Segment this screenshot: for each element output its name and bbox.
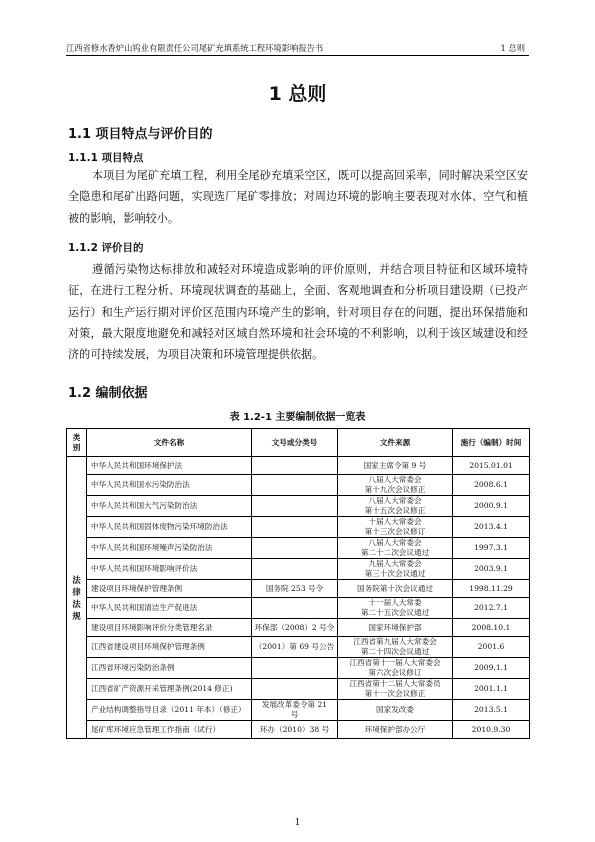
document-number-cell bbox=[252, 598, 338, 619]
document-name-cell: 中华人民共和国水污染防治法 bbox=[87, 475, 252, 496]
table-row bbox=[67, 721, 530, 739]
table-row bbox=[67, 637, 530, 658]
effective-date-cell: 2001.1.1 bbox=[453, 679, 530, 700]
effective-date-cell: 2009.1.1 bbox=[453, 658, 530, 679]
table-row bbox=[67, 598, 530, 619]
document-source-cell: 江西省第十一届人大常委会 第六次会议修订 bbox=[338, 658, 453, 679]
table-row bbox=[67, 559, 530, 580]
document-number-cell: 发展改革委令第 21 号 bbox=[252, 700, 338, 721]
table-row bbox=[67, 658, 530, 679]
effective-date-cell: 2000.9.1 bbox=[453, 496, 530, 517]
effective-date-cell: 2010.9.30 bbox=[453, 721, 530, 739]
document-source-cell: 十一届人大常委 第二十五次会议通过 bbox=[338, 598, 453, 619]
table-row bbox=[67, 700, 530, 721]
section-heading-1-2: 1.2 编制依据 bbox=[68, 386, 148, 401]
header-document-source: 文件来源 bbox=[338, 429, 453, 457]
document-source-cell: 九届人大常委会 第三十次会议通过 bbox=[338, 559, 453, 580]
paragraph-project-features: 本项目为尾矿充填工程，利用全尾砂充填采空区，既可以提高回采率，同时解决采空区安全隐患和尾矿出路问题，实现选厂尾矿零排放；对周边环境的影响主要表现对水体、空气和植被的影响，影响较小。 bbox=[68, 169, 528, 225]
document-source-cell: 八届人大常委会 第十五次会议修正 bbox=[338, 496, 453, 517]
document-source-cell: 八届人大常委会 第十九次会议修正 bbox=[338, 475, 453, 496]
basis-documents-table bbox=[66, 428, 530, 739]
document-name-cell: 建设项目环境影响评价分类管理名录 bbox=[87, 619, 252, 637]
table-row bbox=[67, 496, 530, 517]
document-name-cell: 中华人民共和国固体废物污染环境防治法 bbox=[87, 517, 252, 538]
document-name-cell: 中华人民共和国环境保护法 bbox=[87, 457, 252, 475]
document-number-cell bbox=[252, 538, 338, 559]
effective-date-cell: 2015.01.01 bbox=[453, 457, 530, 475]
document-source-cell: 环境保护部办公厅 bbox=[338, 721, 453, 739]
table-row bbox=[67, 457, 530, 475]
table-row bbox=[67, 475, 530, 496]
table-header-row bbox=[67, 429, 530, 457]
document-source-cell: 江西省第十二届人大常委员 第十一次会议修正 bbox=[338, 679, 453, 700]
table-row bbox=[67, 580, 530, 598]
section-heading-1-1-1: 1.1.1 项目特点 bbox=[68, 152, 144, 164]
header-document-number: 文号或分类号 bbox=[252, 429, 338, 457]
effective-date-cell: 1998.11.29 bbox=[453, 580, 530, 598]
document-name-cell: 中华人民共和国清洁生产促进法 bbox=[87, 598, 252, 619]
table-caption: 表 1.2-1 主要编制依据一览表 bbox=[229, 412, 366, 423]
document-name-cell: 中华人民共和国大气污染防治法 bbox=[87, 496, 252, 517]
header-report-title: 江西省修水香炉山钨业有限责任公司尾矿充填系统工程环境影响报告书 bbox=[66, 43, 324, 53]
effective-date-cell: 2008.10.1 bbox=[453, 619, 530, 637]
section-heading-1-1-2: 1.1.2 评价目的 bbox=[68, 242, 144, 254]
document-source-cell: 国家环境保护部 bbox=[338, 619, 453, 637]
table-row bbox=[67, 538, 530, 559]
effective-date-cell: 1997.3.1 bbox=[453, 538, 530, 559]
document-number-cell bbox=[252, 496, 338, 517]
document-number-cell bbox=[252, 679, 338, 700]
paragraph-evaluation-purpose: 遵循污染物达标排放和减轻对环境造成影响的评价原则，并结合项目特征和区域环境特征，在进行工程分析、环境现状调查的基础上，全面、客观地调查和分析项目建设期（已投产运行）和生产运行期对评价区范围内环境产生的影响，针对项目存在的问题，提出环保措施和对策，最大限度地避免和减轻对区域自然环境和社会环境的不利影响，以利于该区域建设和经济的可持续发展，为项目决策和环境管理提供依据。 bbox=[68, 263, 528, 362]
document-name-cell: 江西省建设项目环境保护管理条例 bbox=[87, 637, 252, 658]
document-source-cell: 江西省第九届人大常委会 第二十四次会议通过 bbox=[338, 637, 453, 658]
document-number-cell: 环保部（2008）2 号令 bbox=[252, 619, 338, 637]
section-heading-1-1: 1.1 项目特点与评价目的 bbox=[68, 127, 213, 142]
document-source-cell: 国务院第十次会议通过 bbox=[338, 580, 453, 598]
category-cell: 法 律 法 规 bbox=[67, 457, 87, 739]
document-name-cell: 中华人民共和国环境噪声污染防治法 bbox=[87, 538, 252, 559]
effective-date-cell: 2013.4.1 bbox=[453, 517, 530, 538]
effective-date-cell: 2012.7.1 bbox=[453, 598, 530, 619]
document-source-cell: 十届人大常委会 第十三次会议修订 bbox=[338, 517, 453, 538]
document-source-cell: 国家主席令第 9 号 bbox=[338, 457, 453, 475]
document-number-cell: 国务院 253 号令 bbox=[252, 580, 338, 598]
document-name-cell: 尾矿库环境应急管理工作指南（试行） bbox=[87, 721, 252, 739]
effective-date-cell: 2013.5.1 bbox=[453, 700, 530, 721]
chapter-title: 1 总则 bbox=[268, 83, 327, 105]
page-number: 1 bbox=[294, 818, 301, 828]
document-name-cell: 建设项目环境保护管理条例 bbox=[87, 580, 252, 598]
document-source-cell: 八届人大常委会 第二十二次会议通过 bbox=[338, 538, 453, 559]
effective-date-cell: 2001.6 bbox=[453, 637, 530, 658]
header-effective-date: 施行（编制）时间 bbox=[453, 429, 530, 457]
document-name-cell: 产业结构调整指导目录（2011 年本）（修正） bbox=[87, 700, 252, 721]
table-row bbox=[67, 619, 530, 637]
document-name-cell: 中华人民共和国环境影响评价法 bbox=[87, 559, 252, 580]
document-number-cell: 环办（2010）38 号 bbox=[252, 721, 338, 739]
header-document-name: 文件名称 bbox=[87, 429, 252, 457]
table-row bbox=[67, 679, 530, 700]
document-number-cell bbox=[252, 517, 338, 538]
document-number-cell bbox=[252, 559, 338, 580]
effective-date-cell: 2003.9.1 bbox=[453, 559, 530, 580]
document-number-cell bbox=[252, 475, 338, 496]
document-name-cell: 江西省矿产资源开采管理条例(2014 修正) bbox=[87, 679, 252, 700]
header-category: 类别 bbox=[67, 429, 87, 457]
header-chapter: 1 总则 bbox=[500, 43, 525, 53]
table-row bbox=[67, 517, 530, 538]
effective-date-cell: 2008.6.1 bbox=[453, 475, 530, 496]
document-source-cell: 国家发改委 bbox=[338, 700, 453, 721]
page-header bbox=[66, 41, 529, 56]
document-number-cell bbox=[252, 457, 338, 475]
document-number-cell: （2001）第 69 号公告 bbox=[252, 637, 338, 658]
document-name-cell: 江西省环境污染防治条例 bbox=[87, 658, 252, 679]
document-number-cell bbox=[252, 658, 338, 679]
